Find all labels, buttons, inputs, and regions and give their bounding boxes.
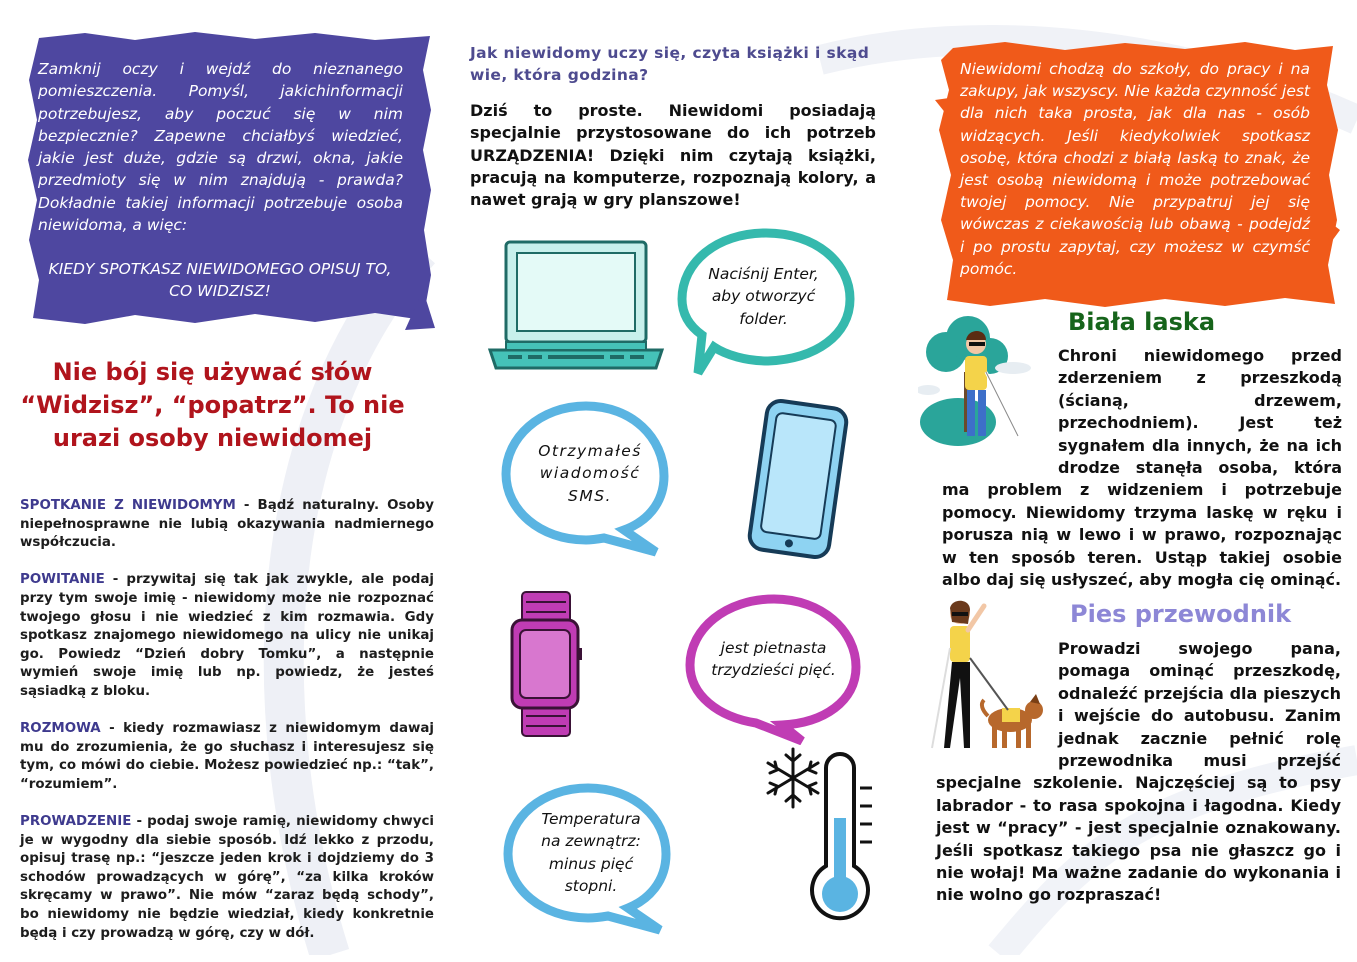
smartwatch-icon: [508, 590, 584, 738]
section-text: - Bądź naturalny. Osoby niepełnosprawne nie lubią okazywania nadmiernego współczucia.: [20, 498, 434, 551]
guide-dog-paragraph: Prowadzi swojego pana, pomaga ominąć przeszkodę, odnaleźć przejścia dla pieszych i wejście do autobusu. Zanim jednak zacznie pełnić rolę przewodnika musi przejść specjalne szkolenie. Najczęściej są to psy labrador - to rasa spokojna i łagodna. Kiedy jest w “pracy” - jest specjalnie oznakowany. Jeśli spotkasz takiego psa nie głaszcz go i nie wołaj! Ma ważne zadanie do wykonania i nie wolno go rozpraszać!: [936, 639, 1341, 905]
cane-text: [942, 345, 1342, 591]
laptop-bubble-text: Naciśnij Enter, aby otworzyć folder.: [708, 265, 819, 328]
guide-dog-heading: Pies przewodnik: [1070, 600, 1292, 628]
section-lead: SPOTKANIE Z NIEWIDOMYM: [20, 498, 236, 513]
section-greeting: [20, 571, 434, 701]
section-conversation: [20, 720, 434, 794]
section-lead: PROWADZENIE: [20, 814, 132, 830]
guide-dog-text: [936, 638, 1341, 907]
section-lead: POWITANIE: [20, 572, 105, 588]
section-text: - kiedy rozmawiasz z niewidomym dawaj mu do zrozumienia, że go słuchasz i interesujesz się tym, co mówi do ciebie. Możesz powiedzieć np.: “tak”, “rozumiem”.: [20, 721, 434, 792]
intro-paragraph: Zamknij oczy i wejdź do nieznanego pomieszczenia. Pomyśl, jakichinformacji potrzebujesz, aby poczuć się w nim bezpiecznie? Zapewne chciałbyś wiedzieć, jakie jest duże, gdzie są drzwi, okna, jakie przedmioty się w nim znajdują - prawda? Dokładnie takiej informacji potrzebuje osoba niewidoma, a więc:: [38, 60, 403, 235]
smartphone-icon: [744, 398, 852, 560]
section-text: - przywitaj się tak jak zwykle, ale podaj przy tym swoje imię - niewidomy może nie rozpoznać twojego głosu i nie wiedzieć z kim rozmawia. Gdy spotkasz znajomego niewidomego na ulicy nie unikaj go. Powiedz “Dzień dobry Tomku”, a następnie wymień swoje imię lub np. powiedz, że jesteś sąsiadką z bloku.: [20, 572, 434, 699]
section-lead: ROZMOWA: [20, 721, 101, 737]
thermo-bubble-text: Temperatura na zewnątrz: minus pięć stopni.: [541, 810, 641, 895]
watch-bubble-text: jest pietnasta trzydzieści pięć.: [711, 639, 836, 680]
phone-bubble-text: Otrzymałeś wiadomość SMS.: [538, 442, 642, 505]
section-guiding: [20, 813, 434, 943]
purple-intro-text: [38, 58, 403, 236]
middle-paragraph: Dziś to proste. Niewidomi posiadają specjalnie przystosowane do ich potrzeb URZĄDZENIA! Dzięki nim czytają książki, pracują na komputerze, rozpoznają kolory, a nawet grają w gry planszowe!: [470, 101, 876, 210]
middle-question: Jak niewidomy uczy się, czyta książki i skąd wie, która godzina?: [470, 44, 870, 84]
red-heading: Nie bój się używać słów “Widzisz”, “popatrz”. To nie urazi osoby niewidomej: [20, 358, 405, 452]
purple-cta-text: KIEDY SPOTKASZ NIEWIDOMEGO OPISUJ TO, CO WIDZISZ!: [48, 260, 392, 300]
thermometer-icon: [800, 748, 882, 928]
cane-heading: Biała laska: [1068, 308, 1216, 336]
section-meeting: [20, 497, 434, 553]
cane-float-spacer: [942, 345, 1058, 479]
etiquette-sections: [20, 497, 434, 962]
orange-intro-text: Niewidomi chodzą do szkoły, do pracy i na zakupy, jak wszyscy. Nie każda czynność jest dla nich taka prosta, jak dla nas - osób widzących. Jeśli kiedykolwiek spotkasz osobę, która chodzi z białą laską to znak, że jest osobą niewidomą i może potrzebować twojej pomocy. Nie przypatruj jej się wówczas z ciekawością lub obawą - podejdź i po prostu zapytaj, czy możesz w czymść pomóc.: [960, 60, 1311, 278]
section-text: - podaj swoje ramię, niewidomy chwyci je w wygodny dla siebie sposób. Idź lekko z przodu, opisuj trasę np.: “jeszcze jeden krok i dojdziemy do 3 schodów prowadzących w górę”, “za kilka kroków skręcamy w prawo”. Nie mów “zaraz będą schody”, bo niewidomy nie będzie wiedział, kiedy konkretnie będą i czy prowadzą w górę, czy w dół.: [20, 814, 434, 941]
dog-float-spacer: [936, 638, 1058, 766]
cane-paragraph: Chroni niewidomego przed zderzeniem z przeszkodą (ścianą, drzewem, przechodniem). Jest też sygnałem dla innych, że na ich drodze stanęła osoba, która ma problem z widzeniem i potrzebuje pomocy. Niewidomy trzyma laskę w ręku i porusza nią w lewo i w prawo, rozpoznając w ten sposób teren. Ustąp takiej osobie albo daj się usłyszeć, aby mogła cię ominąć.: [942, 346, 1342, 590]
laptop-icon: [486, 238, 666, 374]
